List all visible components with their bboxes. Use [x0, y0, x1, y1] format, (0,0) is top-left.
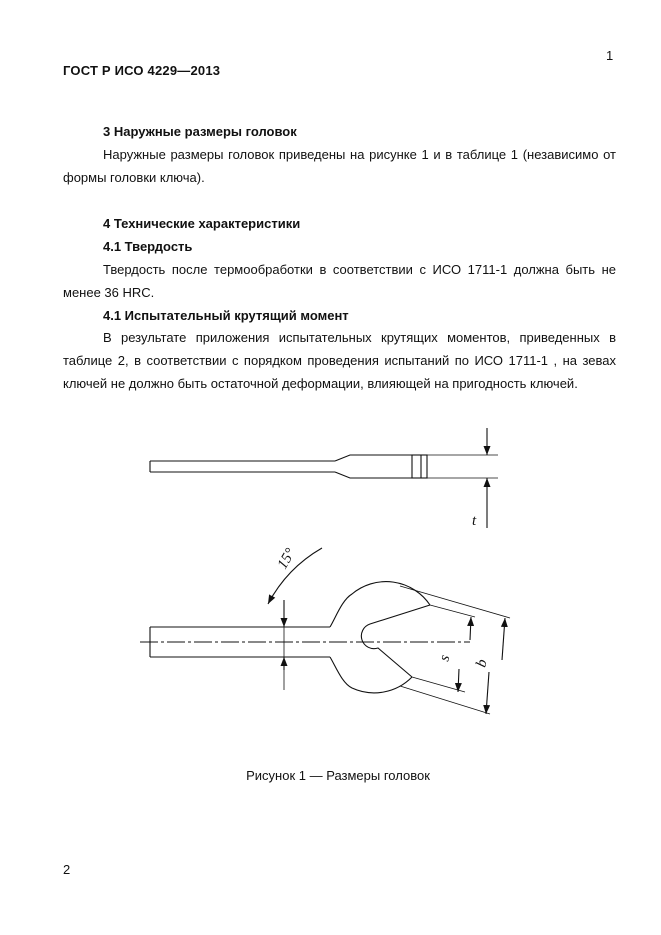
- label-s: s: [436, 653, 454, 664]
- page-number-top: 1: [606, 48, 614, 63]
- section-3-heading: 3 Наружные размеры головок: [103, 124, 297, 139]
- section-3-text: Наружные размеры головок приведены на рисунке 1 и в таблице 1 (независимо от формы головки ключа).: [63, 147, 616, 185]
- page-number-bottom: 2: [63, 862, 71, 877]
- label-angle: 15°: [274, 545, 299, 572]
- section-4-1-torque-heading: 4.1 Испытательный крутящий момент: [103, 308, 349, 323]
- section-4-1-torque-text: В результате приложения испытательных крутящих моментов, приведенных в таблице 2, в соответствии с порядком проведения испытаний по ИСО 1711-1 , на зевах ключей не должно быть остаточной деформации, влияющей на пригодность ключей.: [63, 330, 616, 391]
- wrench-side-view: [150, 428, 498, 528]
- figure-caption: Рисунок 1 — Размеры головок: [246, 768, 430, 783]
- section-4-1-text: Твердость после термообработки в соответствии с ИСО 1711-1 должна быть не менее 36 HRC.: [63, 262, 616, 300]
- label-t: t: [472, 513, 477, 529]
- standard-code: ГОСТ Р ИСО 4229—2013: [63, 63, 221, 78]
- section-4-1-heading: 4.1 Твердость: [103, 239, 193, 254]
- section-4-heading: 4 Технические характеристики: [103, 216, 301, 231]
- wrench-front-view: [140, 545, 510, 714]
- label-b: b: [473, 657, 491, 670]
